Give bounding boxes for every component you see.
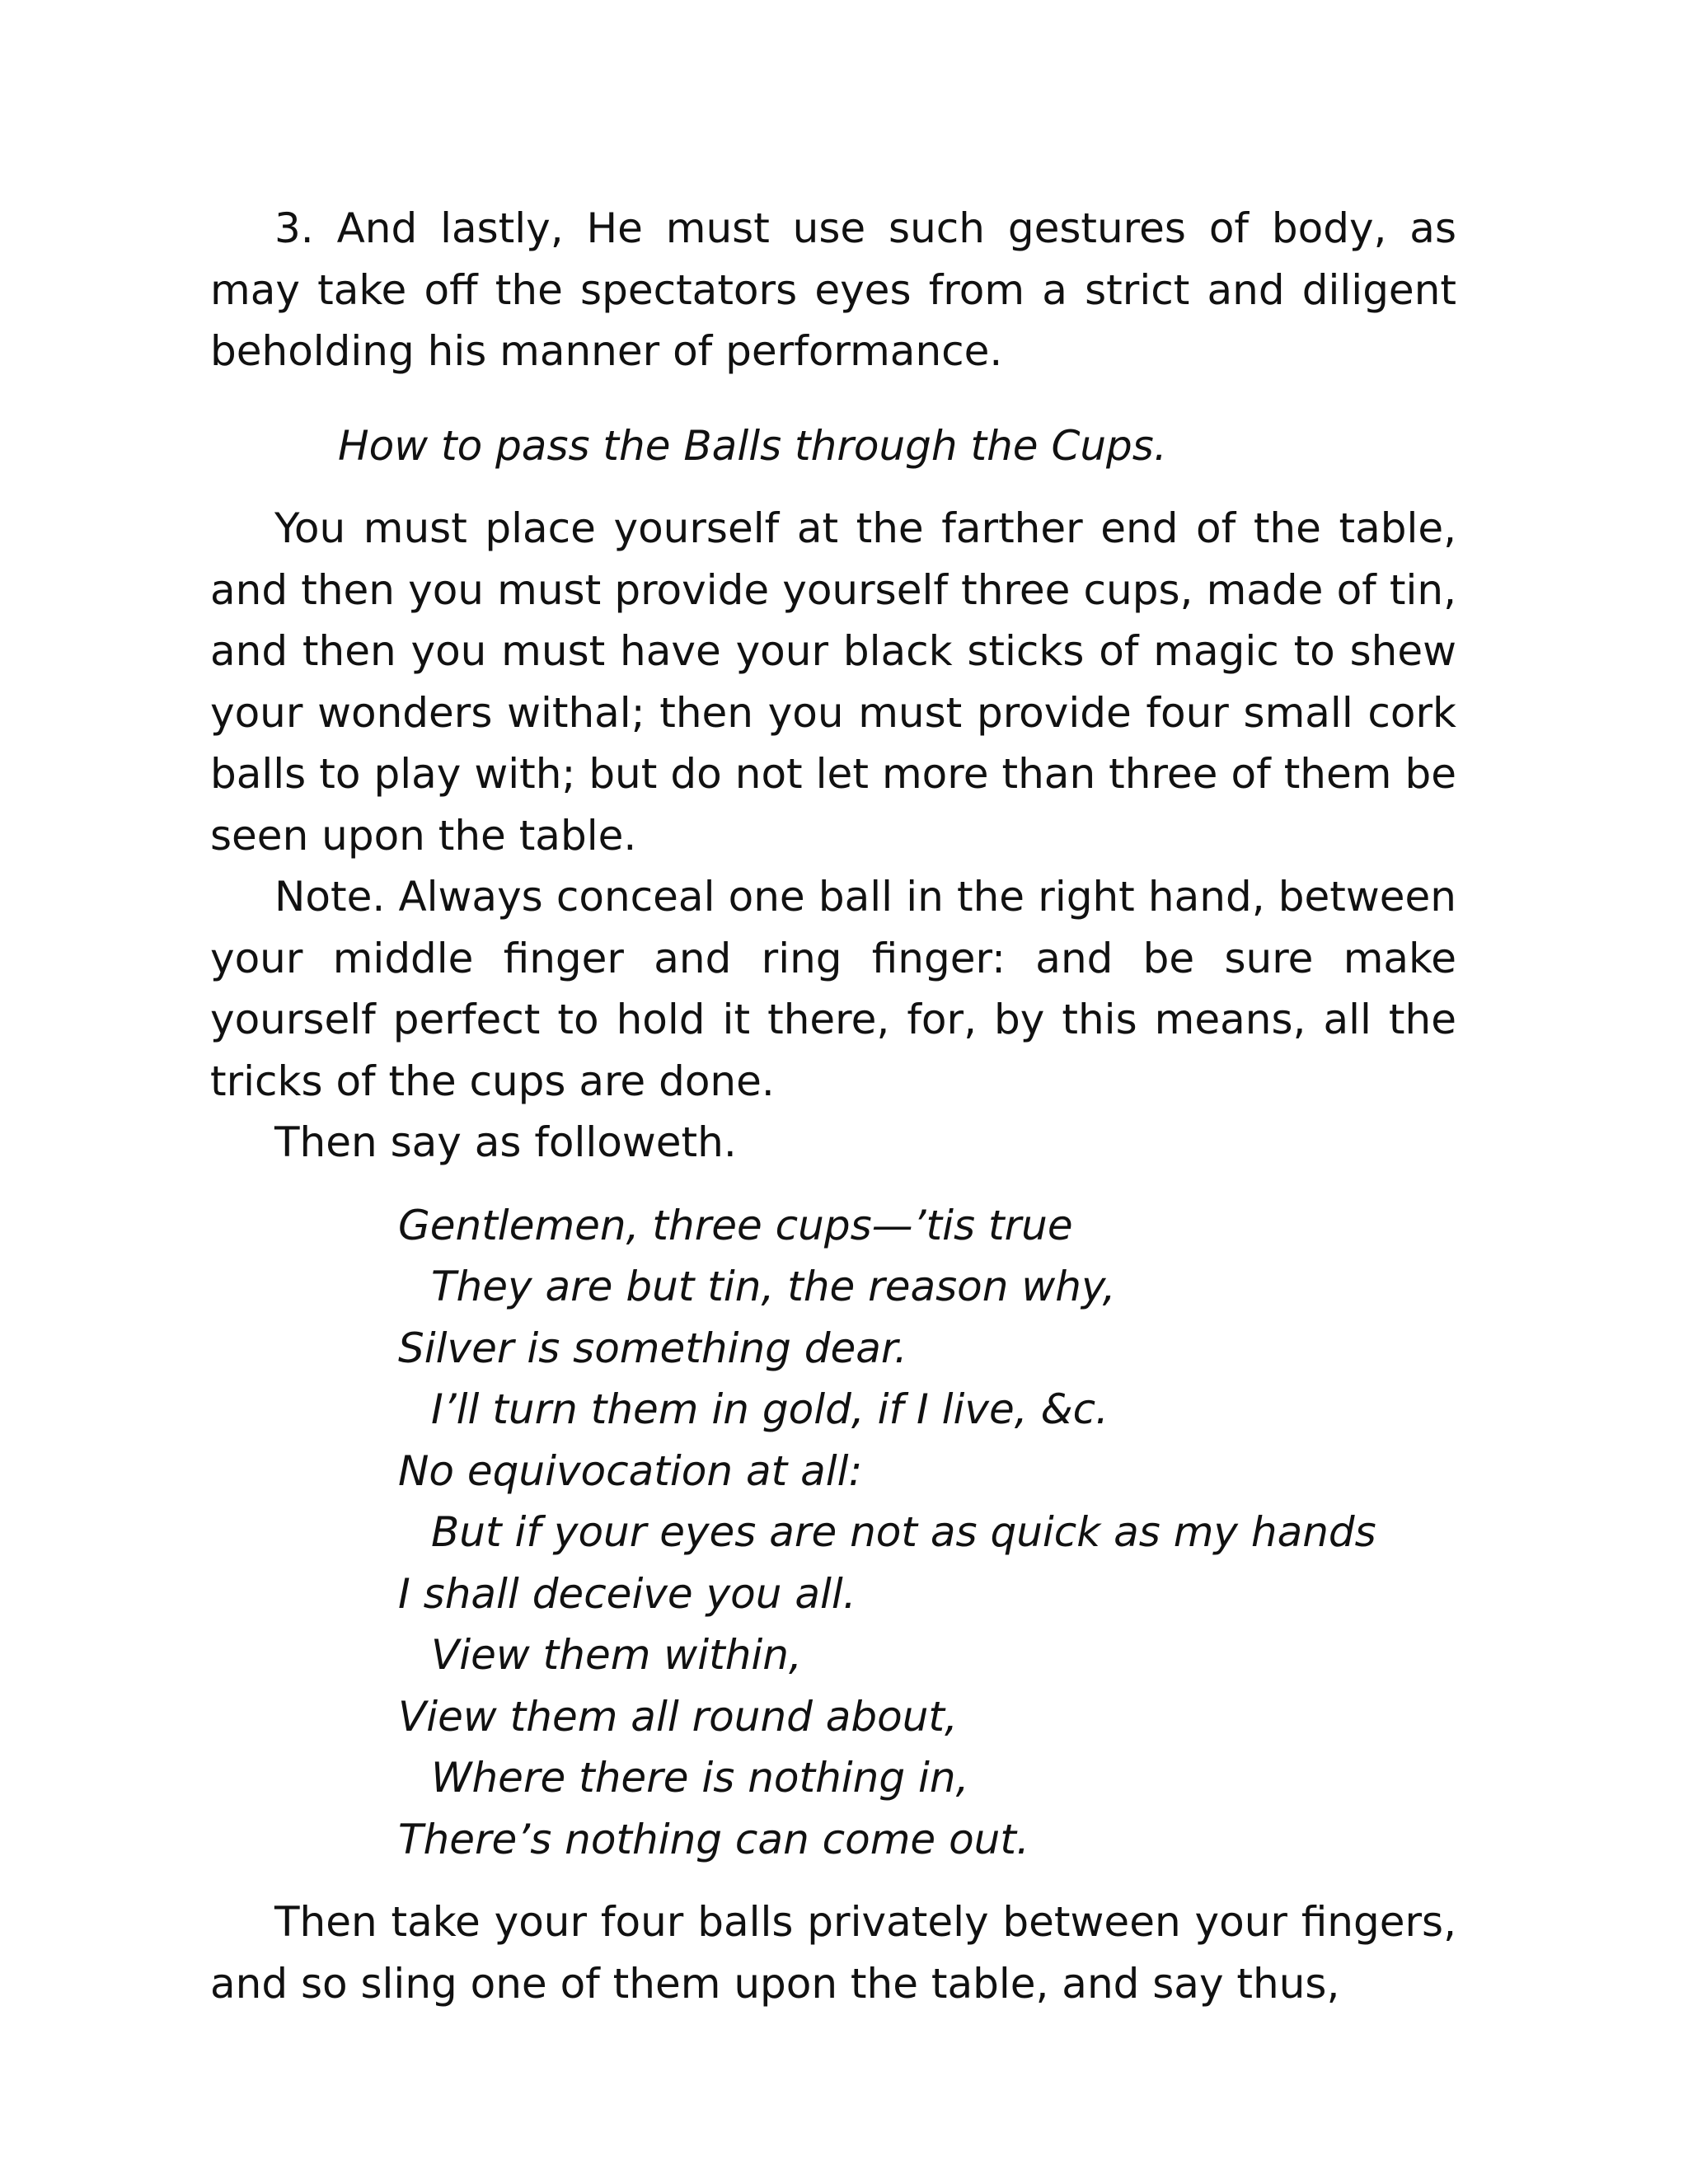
verse-line: They are but tin, the reason why, [431,1263,1116,1310]
spacer [210,1870,1456,1891]
paragraph-four-balls: Then take your four balls privately between your fingers, and so sling one of them upon the table, and say thus, [210,1898,1456,2008]
paragraph-cups-setup: You must place yourself at the farther end of the table, and then you must provide yourself three cups, made of tin, and then you must have your black sticks of magic to shew your wonders withal; then you must provide four small cork balls to play with; but do not let more than three of them be seen upon the table. [210,504,1456,860]
verse-line: I’ll turn them in gold, if I live, &c. [431,1385,1109,1433]
paragraph-gestures: 3. And lastly, He must use such gestures of body, as may take off the spectators eyes from a strict and diligent beholding his manner of performance. [210,204,1456,375]
spacer [210,476,1456,498]
verse-line: No equivocation at all: [398,1446,863,1495]
verse-line: View them all round about, [398,1692,958,1741]
section-heading: How to pass the Balls through the Cups. [338,421,1167,470]
verse-line: But if your eyes are not as quick as my hands [431,1508,1376,1556]
verse-line: There’s nothing can come out. [398,1815,1029,1863]
verse-line: Silver is something dear. [398,1324,907,1372]
verse-block [210,1195,1456,1871]
paragraph-then-say: Then say as followeth. [274,1118,737,1166]
verse-line: View them within, [431,1631,802,1679]
spacer [210,382,1456,415]
paragraph-note: Note. Always conceal one ball in the right hand, between your middle finger and ring finger: and be sure make yourself perfect to hold it there, for, by this means, all the tricks of the cups are done. [210,873,1456,1105]
verse-line: Where there is nothing in, [431,1754,969,1802]
verse-line: Gentlemen, three cups—’tis true [398,1201,1073,1249]
spacer [210,1174,1456,1195]
verse-line: I shall deceive you all. [398,1569,856,1618]
page-body [210,198,1456,2014]
